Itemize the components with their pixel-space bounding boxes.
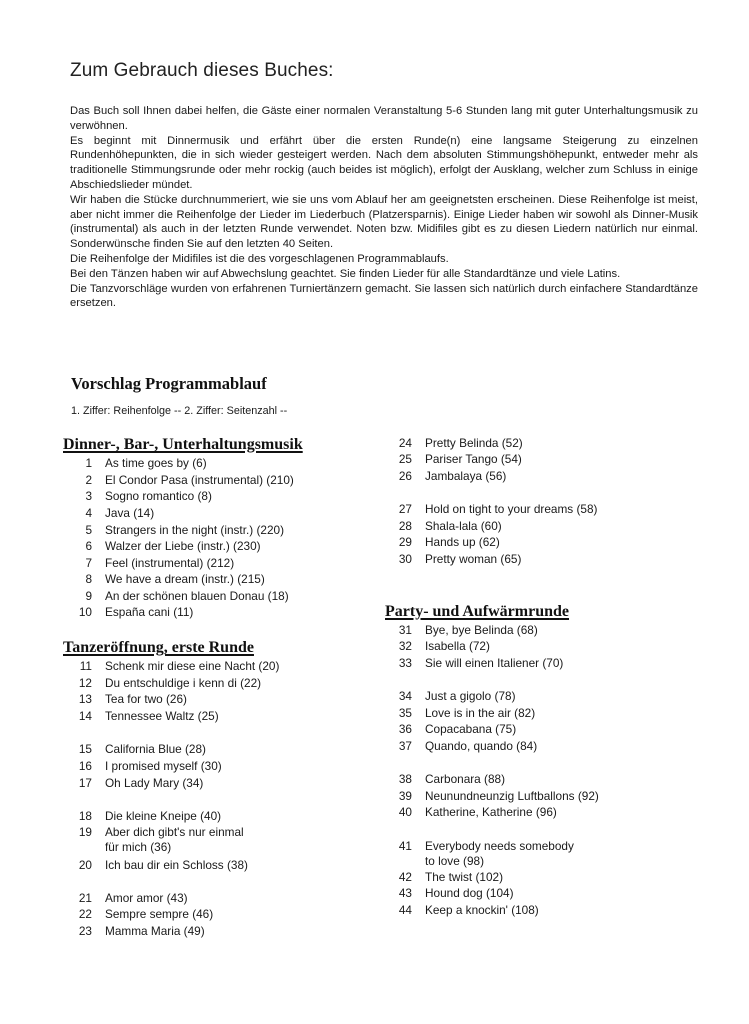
song-item <box>398 535 500 550</box>
song-title: Strangers in the night (instr.) (220) <box>105 523 285 537</box>
song-number: 13 <box>78 692 92 706</box>
song-title: Walzer der Liebe (instr.) (230) <box>105 539 261 553</box>
song-title: Oh Lady Mary (34) <box>105 776 204 790</box>
song-number: 31 <box>398 623 412 637</box>
song-number: 2 <box>85 473 92 487</box>
song-number: 36 <box>398 722 412 736</box>
song-title: Katherine, Katherine (96) <box>425 805 557 819</box>
song-item <box>78 809 222 824</box>
song-number: 25 <box>398 452 412 466</box>
song-number: 33 <box>398 656 412 670</box>
song-title: Aber dich gibt's nur einmal <box>105 825 244 839</box>
song-item <box>85 473 294 488</box>
song-title: Neunundneunzig Luftballons (92) <box>425 789 599 803</box>
song-item <box>398 870 504 885</box>
song-item <box>398 706 536 721</box>
section-heading-party: Party- und Aufwärmrunde <box>385 603 570 620</box>
song-number: 28 <box>398 519 412 533</box>
song-number: 41 <box>398 839 412 853</box>
song-number: 10 <box>78 605 92 619</box>
song-number: 6 <box>85 539 92 553</box>
song-item <box>78 924 205 939</box>
song-number: 18 <box>78 809 92 823</box>
song-item <box>78 605 194 620</box>
song-item <box>85 456 207 471</box>
song-title: Du entschuldige i kenn di (22) <box>105 676 262 690</box>
song-title-continued: für mich (36) <box>105 840 172 854</box>
song-number: 7 <box>85 556 92 570</box>
song-item <box>85 523 285 538</box>
song-number: 12 <box>78 676 92 690</box>
song-number: 29 <box>398 535 412 549</box>
song-title: Sie will einen Italiener (70) <box>425 656 564 670</box>
song-number: 32 <box>398 639 412 653</box>
song-item <box>398 656 564 671</box>
song-item <box>78 858 248 873</box>
song-title: I promised myself (30) <box>105 759 222 773</box>
song-item <box>78 825 244 855</box>
song-number: 23 <box>78 924 92 938</box>
song-number: 42 <box>398 870 412 884</box>
song-item <box>85 572 265 587</box>
song-title: As time goes by (6) <box>105 456 207 470</box>
song-item <box>79 659 280 674</box>
song-title: Java (14) <box>105 506 155 520</box>
song-number: 26 <box>398 469 412 483</box>
song-title: Carbonara (88) <box>425 772 505 786</box>
song-number: 16 <box>78 759 92 773</box>
song-number: 9 <box>85 589 92 603</box>
song-number: 8 <box>85 572 92 586</box>
song-item <box>78 742 206 757</box>
song-title: Ich bau dir ein Schloss (38) <box>105 858 248 872</box>
song-title: We have a dream (instr.) (215) <box>105 572 265 586</box>
song-title: Tennessee Waltz (25) <box>105 709 219 723</box>
song-title: Feel (instrumental) (212) <box>105 556 235 570</box>
song-item <box>85 506 155 521</box>
song-number: 35 <box>398 706 412 720</box>
song-item <box>398 903 539 918</box>
song-title: Amor amor (43) <box>105 891 188 905</box>
song-title: An der schönen blauen Donau (18) <box>105 589 289 603</box>
song-item <box>85 589 289 604</box>
intro-paragraph: Es beginnt mit Dinnermusik und erfährt über die ersten Runde(n) eine langsame Steigerung zu einzelnen Rundenhöhepunkten, die in sich wieder gesteigert werden. Nach dem absoluten Stimmungshöhepunkt, entweder mehr als traditionelle Stimmungsrunde oder mehr rockig (auch beides ist möglich), erfolgt der Ausklang, welcher zum Schluss in einige Abschiedslieder mündet. <box>70 134 698 191</box>
program-title: Vorschlag Programmablauf <box>71 374 267 393</box>
song-number: 38 <box>398 772 412 786</box>
song-number: 4 <box>85 506 92 520</box>
song-title: Mamma Maria (49) <box>105 924 205 938</box>
song-title: Hands up (62) <box>425 535 500 549</box>
intro-paragraph: Die Reihenfolge der Midifiles ist die des vorgeschlagenen Programmablaufs. <box>70 252 449 265</box>
song-title: Pretty Belinda (52) <box>425 436 523 450</box>
song-title: Jambalaya (56) <box>425 469 507 483</box>
song-number: 19 <box>78 825 92 839</box>
song-title: Hold on tight to your dreams (58) <box>425 502 598 516</box>
song-item <box>78 759 222 774</box>
song-number: 44 <box>398 903 412 917</box>
song-title: Tea for two (26) <box>105 692 187 706</box>
song-item <box>78 692 187 707</box>
song-item <box>398 839 574 869</box>
song-title: Pariser Tango (54) <box>425 452 522 466</box>
song-item <box>398 739 538 754</box>
song-title: Sempre sempre (46) <box>105 907 214 921</box>
song-number: 14 <box>78 709 92 723</box>
song-item <box>398 502 598 517</box>
song-item <box>398 789 599 804</box>
song-number: 30 <box>398 552 412 566</box>
song-number: 3 <box>85 489 92 503</box>
song-title: California Blue (28) <box>105 742 206 756</box>
song-title: Love is in the air (82) <box>425 706 536 720</box>
song-number: 24 <box>398 436 412 450</box>
song-title: Quando, quando (84) <box>425 739 538 753</box>
song-title: Bye, bye Belinda (68) <box>425 623 538 637</box>
song-number: 37 <box>398 739 412 753</box>
song-title: Copacabana (75) <box>425 722 517 736</box>
song-item <box>85 556 235 571</box>
song-item <box>398 689 516 704</box>
song-number: 21 <box>78 891 92 905</box>
song-item <box>78 676 262 691</box>
song-item <box>78 907 214 922</box>
intro-paragraph: Die Tanzvorschläge wurden von erfahrenen Turniertänzern gemacht. Sie lassen sich natürlich durch einfachere Standardtänze ersetzen. <box>70 282 698 310</box>
song-item <box>78 891 188 906</box>
song-item <box>398 436 523 451</box>
song-number: 17 <box>78 776 92 790</box>
song-item <box>78 776 204 791</box>
song-title: España cani (11) <box>105 605 194 619</box>
song-item <box>398 519 502 534</box>
song-number: 20 <box>78 858 92 872</box>
song-number: 39 <box>398 789 412 803</box>
page-title: Zum Gebrauch dieses Buches: <box>70 60 334 81</box>
song-item <box>398 805 557 820</box>
song-item <box>398 623 538 638</box>
program-subtitle: 1. Ziffer: Reihenfolge -- 2. Ziffer: Seitenzahl -- <box>71 405 288 417</box>
song-title: Just a gigolo (78) <box>425 689 516 703</box>
song-item <box>398 452 522 467</box>
section-heading-dinner: Dinner-, Bar-, Unterhaltungsmusik <box>63 436 303 453</box>
song-number: 15 <box>78 742 92 756</box>
song-item <box>78 709 219 724</box>
song-title: Isabella (72) <box>425 639 490 653</box>
song-number: 27 <box>398 502 412 516</box>
song-number: 40 <box>398 805 412 819</box>
song-item <box>398 552 522 567</box>
song-title: Schenk mir diese eine Nacht (20) <box>105 659 280 673</box>
intro-paragraph: Das Buch soll Ihnen dabei helfen, die Gäste einer normalen Veranstaltung 5-6 Stunden lang mit guter Unterhaltungsmusik zu verwöhnen. <box>70 105 698 132</box>
song-item <box>85 489 212 504</box>
song-item <box>398 722 517 737</box>
song-number: 43 <box>398 886 412 900</box>
section-heading-tanzeroeffnung: Tanzeröffnung, erste Runde <box>63 639 254 656</box>
song-title: Keep a knockin' (108) <box>425 903 539 917</box>
song-title-continued: to love (98) <box>425 854 485 868</box>
intro-text <box>70 104 698 311</box>
song-title: El Condor Pasa (instrumental) (210) <box>105 473 294 487</box>
song-title: Shala-lala (60) <box>425 519 502 533</box>
song-number: 5 <box>85 523 92 537</box>
song-title: Everybody needs somebody <box>425 839 574 853</box>
song-title: The twist (102) <box>425 870 504 884</box>
song-title: Sogno romantico (8) <box>105 489 212 503</box>
song-number: 22 <box>78 907 92 921</box>
song-item <box>398 886 514 901</box>
song-number: 11 <box>79 659 92 673</box>
song-number: 1 <box>85 456 92 470</box>
song-title: Pretty woman (65) <box>425 552 522 566</box>
song-number: 34 <box>398 689 412 703</box>
intro-paragraph: Wir haben die Stücke durchnummeriert, wie sie uns vom Ablauf her am geeignetsten erscheinen. Diese Reihenfolge ist meist, aber nicht immer die Reihenfolge der Lieder im Liederbuch (Platzersparnis). Einige Lieder haben wir sowohl als Dinner-Musik (instrumental) als auch in der letzten Runde verwendet. Noten bzw. Midifiles gibt es zu diesen Liedern natürlich nur einmal. Sonderwünsche finden Sie auf den letzten 40 Seiten. <box>70 193 698 251</box>
song-item <box>85 539 261 554</box>
song-title: Hound dog (104) <box>425 886 514 900</box>
intro-paragraph: Bei den Tänzen haben wir auf Abwechslung geachtet. Sie finden Lieder für alle Standardtänze und viele Latins. <box>70 267 621 280</box>
song-item <box>398 639 490 654</box>
song-item <box>398 772 505 787</box>
song-title: Die kleine Kneipe (40) <box>105 809 222 823</box>
song-item <box>398 469 507 484</box>
